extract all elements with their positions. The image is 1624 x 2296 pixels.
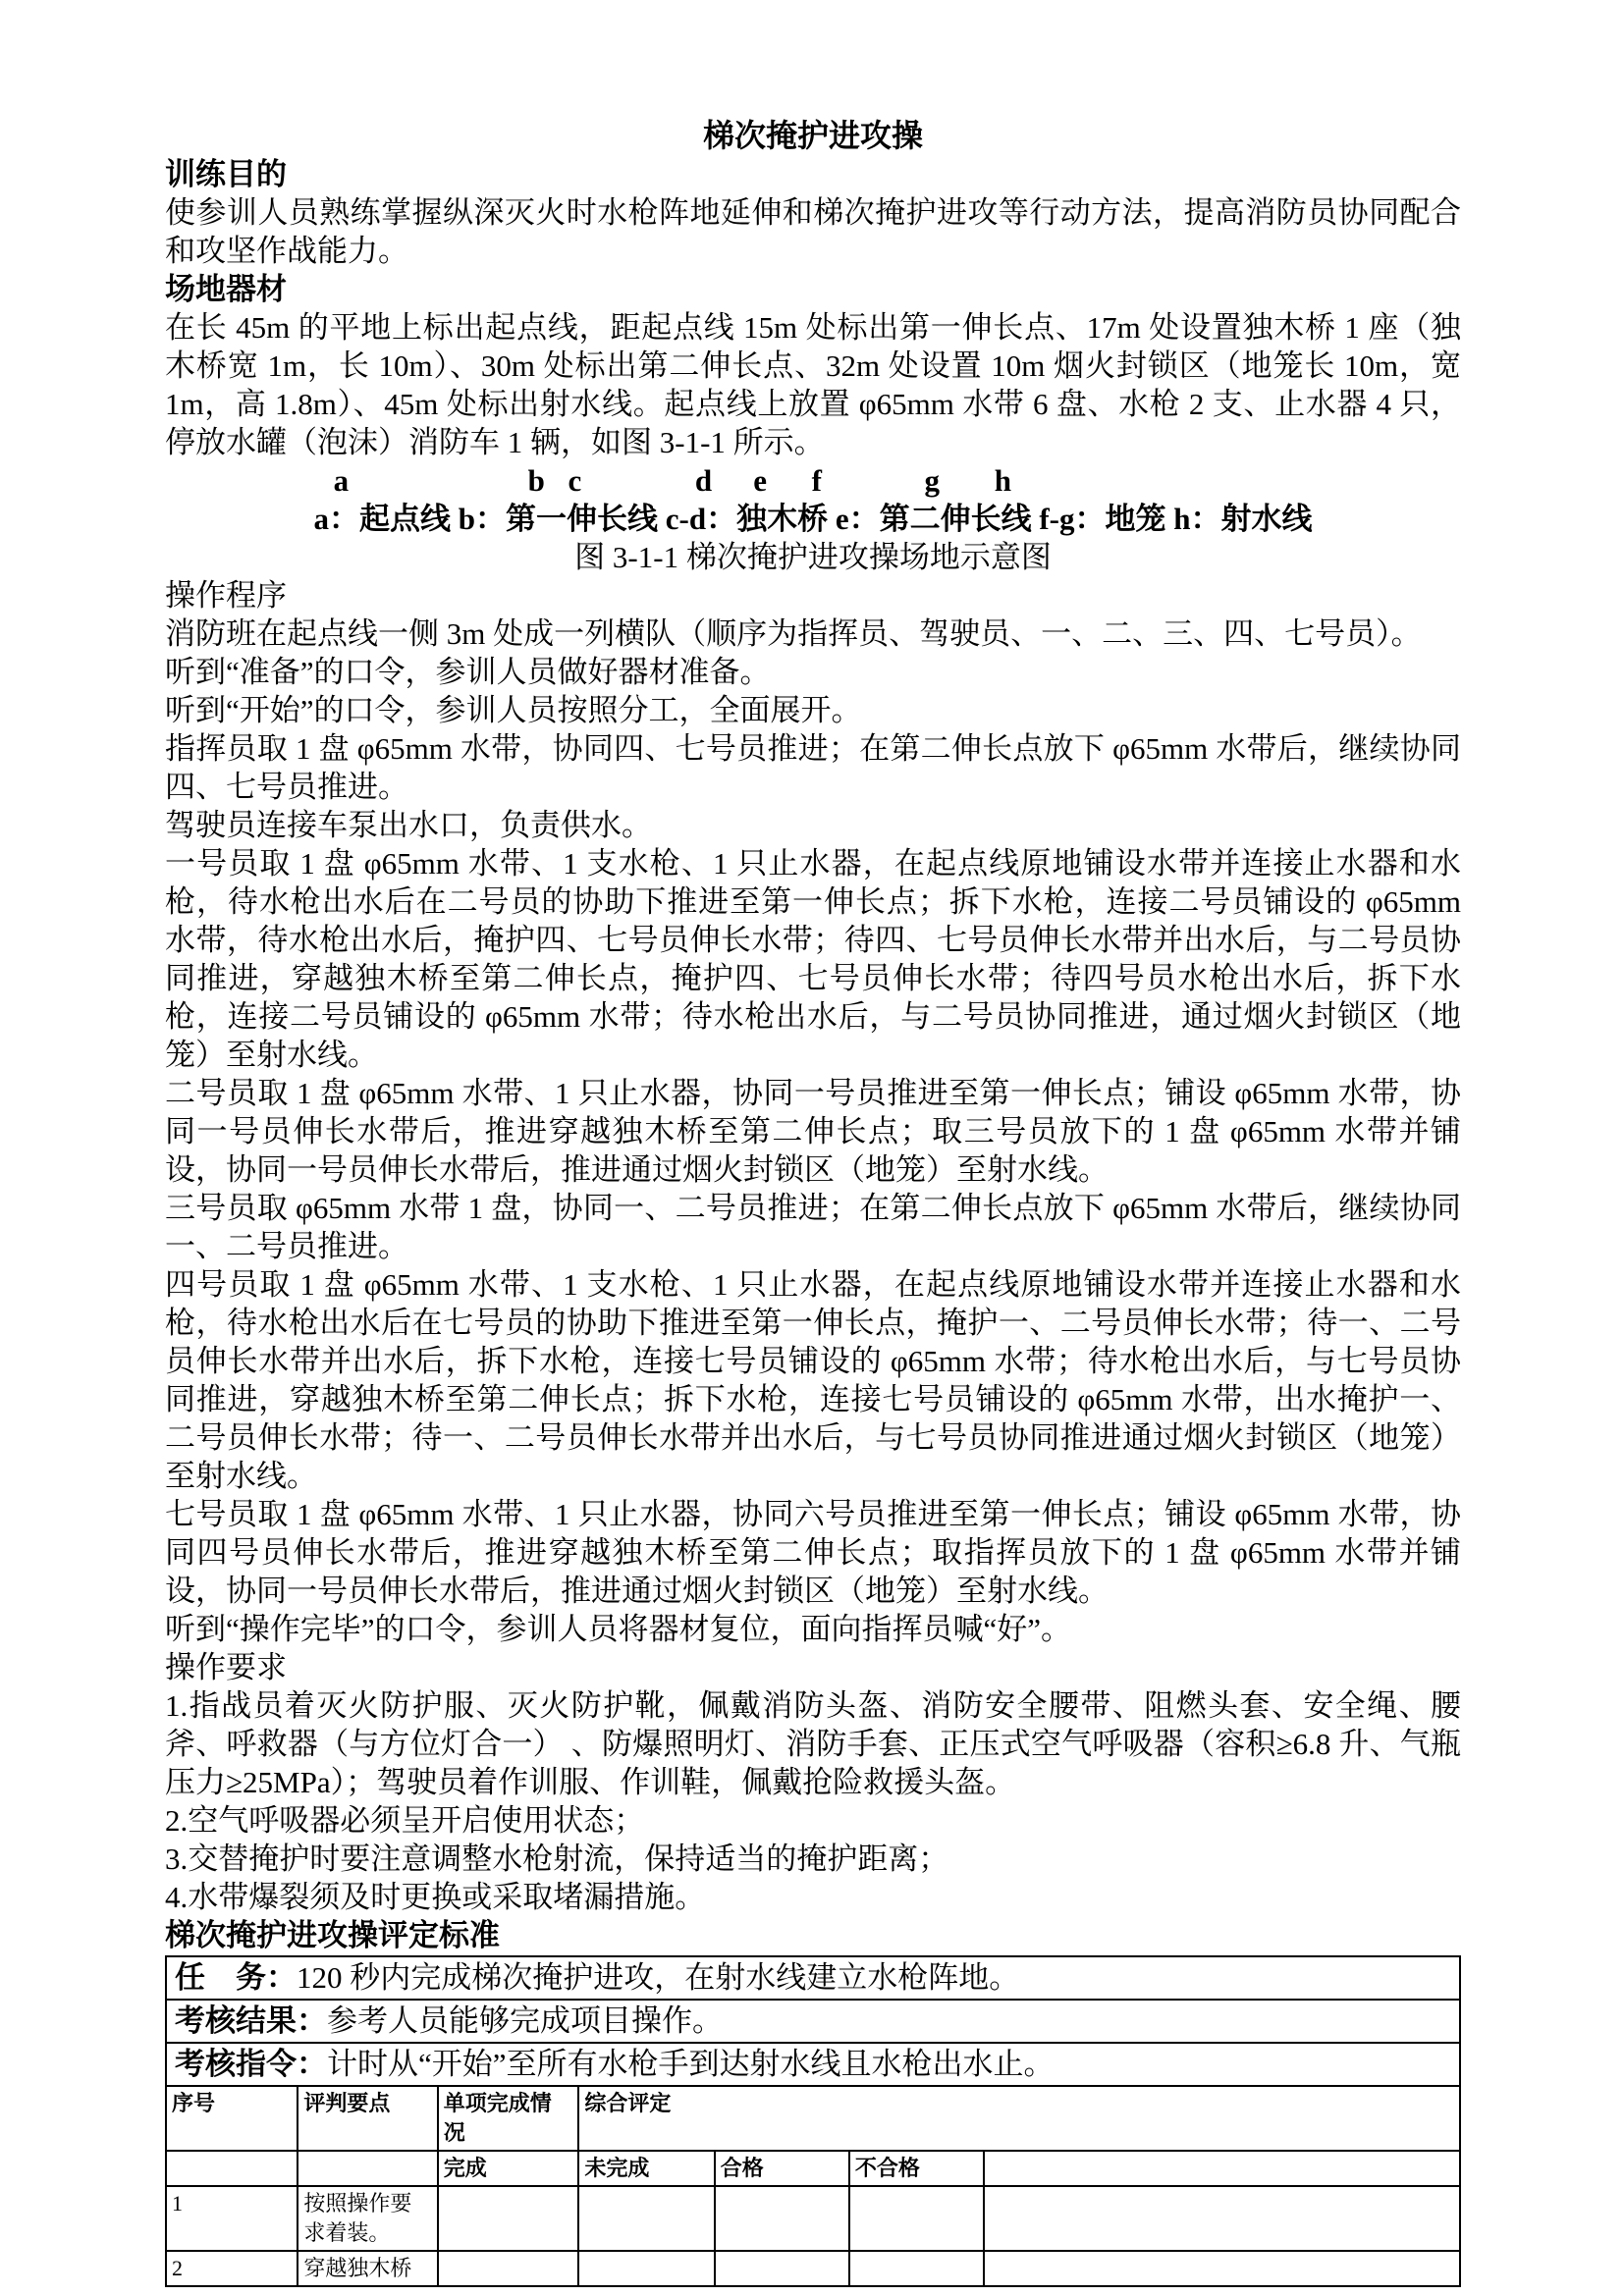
figure-label-h: h bbox=[994, 463, 1012, 498]
col-header-points: 评判要点 bbox=[298, 2086, 437, 2151]
col-header-not-done: 未完成 bbox=[578, 2151, 714, 2186]
empty-cell bbox=[849, 2186, 984, 2251]
command-text: 计时从“开始”至所有水枪手到达射水线且水枪出水止。 bbox=[327, 2047, 1055, 2081]
figure-label-f: f bbox=[811, 463, 822, 498]
procedure-paragraph: 七号员取 1 盘 φ65mm 水带、1 只止水器，协同六号员推进至第一伸长点；铺设 φ65mm 水带，协同四号员伸长水带后，推进穿越独木桥至第二伸长点；取指挥员放下的 1 盘 φ65mm 水带并铺设，协同一号员伸长水带后，推进通过烟火封锁区（地笼）至射水线。 bbox=[165, 1497, 1461, 1608]
requirement-item: 1.指战员着灭火防护服、灭火防护靴，佩戴消防头盔、消防安全腰带、阻燃头套、安全绳、腰斧、呼救器（与方位灯合一） 、防爆照明灯、消防手套、正压式空气呼吸器（容积≥6.8 升、气瓶压力≥25MPa）；驾驶员着作训服、作训鞋，佩戴抢险救援头盔。 bbox=[165, 1688, 1461, 1799]
procedure-paragraph: 指挥员取 1 盘 φ65mm 水带，协同四、七号员推进；在第二伸长点放下 φ65mm 水带后，继续协同四、七号员推进。 bbox=[165, 731, 1461, 804]
command-label: 考核指令： bbox=[175, 2047, 327, 2081]
figure-label-c: c bbox=[568, 463, 582, 498]
procedure-paragraph: 四号员取 1 盘 φ65mm 水带、1 支水枪、1 只止水器，在起点线原地铺设水带并连接止水器和水枪，待水枪出水后在七号员的协助下推进至第一伸长点，掩护一、二号员伸长水带；待一、二号员伸长水带并出水后，拆下水枪，连接七号员铺设的 φ65mm 水带；待水枪出水后，与七号员协同推进，穿越独木桥至第二伸长点；拆下水枪，连接七号员铺设的 φ65mm 水带，出水掩护一、二号员伸长水带；待一、二号员伸长水带并出水后，与七号员协同推进通过烟火封锁区（地笼）至射水线。 bbox=[165, 1267, 1461, 1493]
row-index: 1 bbox=[166, 2186, 298, 2251]
procedure-paragraph: 听到“操作完毕”的口令，参训人员将器材复位，面向指挥员喊“好”。 bbox=[165, 1612, 1072, 1646]
empty-cell bbox=[578, 2251, 714, 2286]
training-purpose-text: 使参训人员熟练掌握纵深灭火时水枪阵地延伸和梯次掩护进攻等行动方法，提高消防员协同配合和攻坚作战能力。 bbox=[165, 195, 1461, 268]
result-cell bbox=[166, 2000, 1460, 2043]
heading-venue-equipment: 场地器材 bbox=[165, 272, 287, 306]
empty-cell bbox=[984, 2151, 1460, 2186]
empty-cell bbox=[578, 2186, 714, 2251]
command-cell bbox=[166, 2043, 1460, 2086]
empty-cell bbox=[438, 2186, 579, 2251]
figure-label-g: g bbox=[924, 463, 941, 498]
result-text: 参考人员能够完成项目操作。 bbox=[327, 2003, 723, 2038]
table-row bbox=[166, 2186, 1460, 2251]
figure-diagram-labels bbox=[165, 461, 1461, 500]
figure-label-a: a bbox=[333, 463, 350, 498]
empty-cell bbox=[715, 2251, 849, 2286]
task-cell bbox=[166, 1956, 1460, 2000]
task-label: 任 务： bbox=[175, 1960, 297, 1995]
procedure-paragraph: 驾驶员连接车泵出水口，负责供水。 bbox=[165, 808, 652, 842]
task-text: 120 秒内完成梯次掩护进攻，在射水线建立水枪阵地。 bbox=[297, 1960, 1020, 1995]
empty-cell bbox=[849, 2251, 984, 2286]
col-header-fail: 不合格 bbox=[849, 2151, 984, 2186]
col-header-pass: 合格 bbox=[715, 2151, 849, 2186]
procedure-paragraph: 听到“开始”的口令，参训人员按照分工，全面展开。 bbox=[165, 693, 862, 727]
procedure-paragraph: 二号员取 1 盘 φ65mm 水带、1 只止水器，协同一号员推进至第一伸长点；铺设 φ65mm 水带，协同一号员伸长水带后，推进穿越独木桥至第二伸长点；取三号员放下的 1 盘 φ65mm 水带并铺设，协同一号员伸长水带后，推进通过烟火封锁区（地笼）至射水线。 bbox=[165, 1076, 1461, 1187]
procedure-paragraph: 三号员取 φ65mm 水带 1 盘，协同一、二号员推进；在第二伸长点放下 φ65mm 水带后，继续协同一、二号员推进。 bbox=[165, 1191, 1461, 1263]
venue-equipment-text: 在长 45m 的平地上标出起点线，距起点线 15m 处标出第一伸长点、17m 处设置独木桥 1 座（独木桥宽 1m，长 10m）、30m 处标出第二伸长点、32m 处设置 10m 烟火封锁区（地笼长 10m，宽 1m，高 1.8m）、45m 处标出射水线。起点线上放置 φ65mm 水带 6 盘、水枪 2 支、止水器 4 只，停放水罐（泡沫）消防车 1 辆，如图 3-1-1 所示。 bbox=[165, 310, 1461, 459]
col-header-done: 完成 bbox=[438, 2151, 579, 2186]
requirement-item: 2.空气呼吸器必须呈开启使用状态； bbox=[165, 1803, 645, 1838]
table-row-result bbox=[166, 2000, 1460, 2043]
figure-label-d: d bbox=[694, 463, 713, 498]
figure-label-e: e bbox=[753, 463, 768, 498]
row-index: 2 bbox=[166, 2251, 298, 2286]
table-header-row-1 bbox=[166, 2086, 1460, 2151]
result-label: 考核结果： bbox=[175, 2003, 327, 2038]
col-header-index: 序号 bbox=[166, 2086, 298, 2151]
empty-cell bbox=[438, 2251, 579, 2286]
table-header-row-2 bbox=[166, 2151, 1460, 2186]
empty-cell bbox=[715, 2186, 849, 2251]
requirement-item: 3.交替掩护时要注意调整水枪射流，保持适当的掩护距离； bbox=[165, 1842, 949, 1876]
row-point: 按照操作要求着装。 bbox=[298, 2186, 437, 2251]
heading-training-purpose: 训练目的 bbox=[165, 157, 287, 191]
requirement-item: 4.水带爆裂须及时更换或采取堵漏措施。 bbox=[165, 1880, 706, 1914]
heading-procedure: 操作程序 bbox=[165, 578, 287, 613]
figure-label-b: b bbox=[527, 463, 545, 498]
procedure-paragraph: 听到“准备”的口令，参训人员做好器材准备。 bbox=[165, 655, 771, 689]
col-header-single-completion: 单项完成情况 bbox=[438, 2086, 579, 2151]
heading-requirements: 操作要求 bbox=[165, 1650, 287, 1684]
evaluation-table bbox=[165, 1955, 1461, 2287]
procedure-paragraph: 消防班在起点线一侧 3m 处成一列横队（顺序为指挥员、驾驶员、一、二、三、四、七号员）。 bbox=[165, 616, 1422, 651]
doc-title: 梯次掩护进攻操 bbox=[702, 118, 923, 153]
figure-legend: a：起点线 b：第一伸长线 c-d：独木桥 e：第二伸长线 f-g：地笼 h：射水线 bbox=[313, 502, 1313, 536]
row-point: 穿越独木桥 bbox=[298, 2251, 437, 2286]
table-row-command bbox=[166, 2043, 1460, 2086]
heading-evaluation-standard: 梯次掩护进攻操评定标准 bbox=[165, 1918, 500, 1952]
table-row bbox=[166, 2251, 1460, 2286]
figure-caption: 图 3-1-1 梯次掩护进攻操场地示意图 bbox=[574, 540, 1052, 574]
table-row-task bbox=[166, 1956, 1460, 2000]
empty-cell bbox=[166, 2151, 298, 2186]
col-header-overall-rating: 综合评定 bbox=[578, 2086, 1460, 2151]
empty-cell bbox=[984, 2251, 1460, 2286]
empty-cell bbox=[298, 2151, 437, 2186]
procedure-paragraph: 一号员取 1 盘 φ65mm 水带、1 支水枪、1 只止水器，在起点线原地铺设水带并连接止水器和水枪，待水枪出水后在二号员的协助下推进至第一伸长点；拆下水枪，连接二号员铺设的 φ65mm 水带，待水枪出水后，掩护四、七号员伸长水带；待四、七号员伸长水带并出水后，与二号员协同推进，穿越独木桥至第二伸长点，掩护四、七号员伸长水带；待四号员水枪出水后，拆下水枪，连接二号员铺设的 φ65mm 水带；待水枪出水后，与二号员协同推进，通过烟火封锁区（地笼）至射水线。 bbox=[165, 846, 1461, 1072]
empty-cell bbox=[984, 2186, 1460, 2251]
